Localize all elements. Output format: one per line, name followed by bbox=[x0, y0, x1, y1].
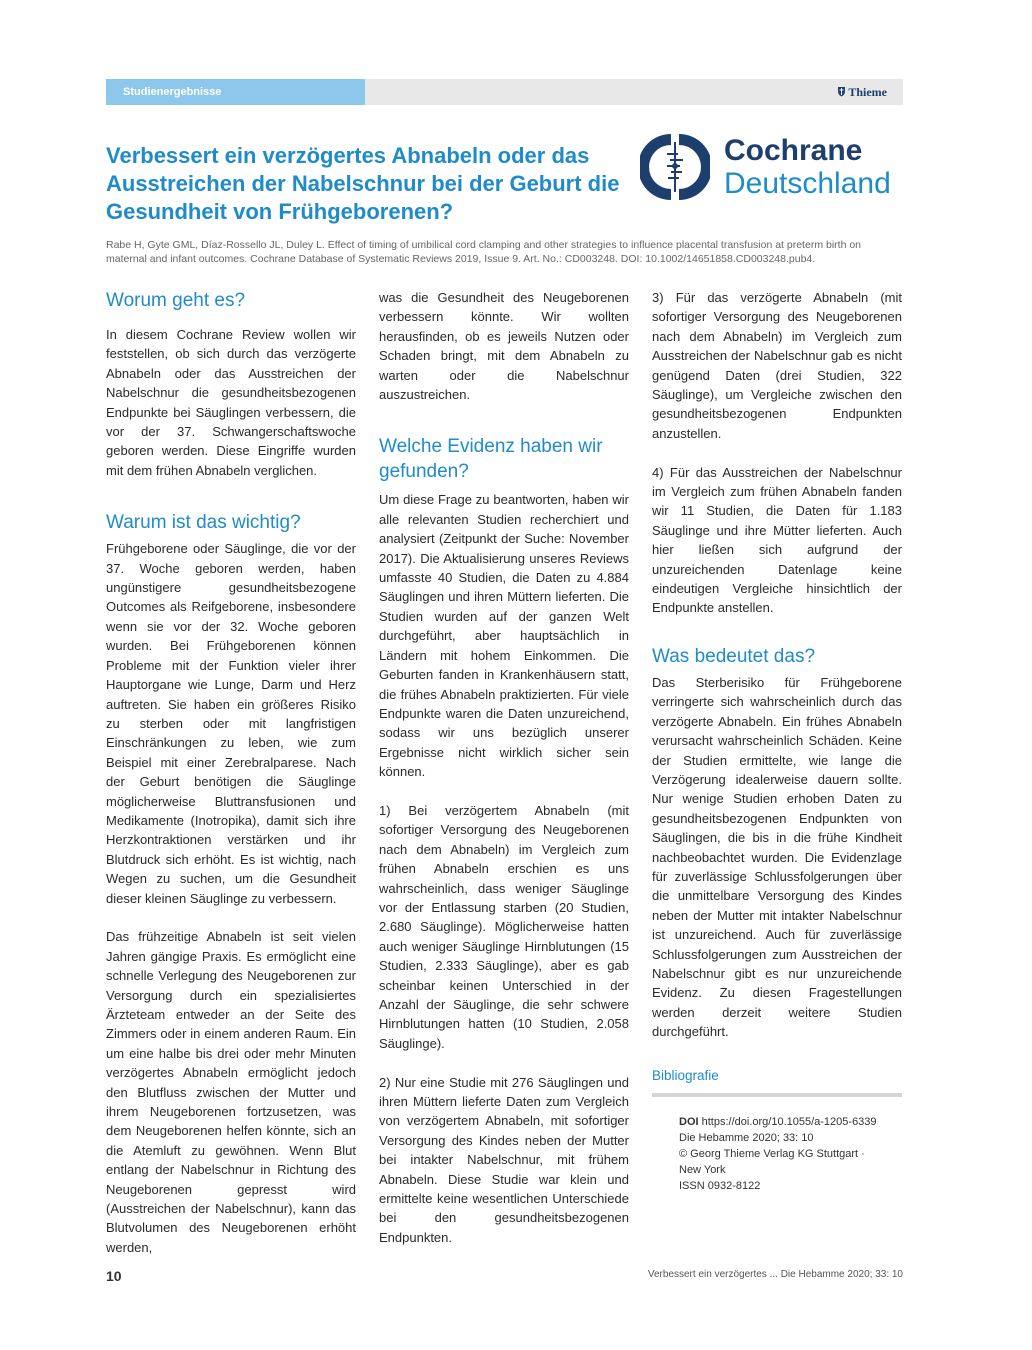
section-label: Studienergebnisse bbox=[106, 79, 365, 105]
bibliography-block bbox=[679, 1114, 902, 1194]
logo-text-deutschland: Deutschland bbox=[724, 167, 891, 200]
column-1 bbox=[106, 288, 356, 1257]
logo-text-cochrane: Cochrane bbox=[724, 134, 863, 167]
heading-warum: Warum ist das wichtig? bbox=[106, 512, 301, 534]
issn-line: ISSN 0932-8122 bbox=[679, 1180, 761, 1193]
cochrane-logo bbox=[640, 130, 900, 206]
doi-link[interactable]: https://doi.org/10.1055/a-1205-6339 bbox=[701, 1116, 877, 1129]
reference-citation: Rabe H, Gyte GML, Díaz-Rossello JL, Duley L. Effect of timing of umbilical cord clamping and other strategies to influence placental transfusion at preterm birth on maternal and infant outcomes. Cochrane Database of Systematic Reviews 2019, Issue 9. Art. No.: CD003248. DOI: 10.1002/14651858.CD003248.pub4. bbox=[106, 239, 862, 265]
heading-evidenz: Welche Evidenz haben wir gefunden? bbox=[379, 436, 603, 483]
doi-label: DOI bbox=[679, 1116, 699, 1129]
heading-bedeutung: Was bedeutet das? bbox=[652, 645, 816, 667]
paragraph-warum-2-continued: was die Gesundheit des Neugeborenen verbessern könnte. Wir wollten herausfinden, ob es jeweils Nutzen oder Schaden bringt, mit dem Abnabeln zu warten oder die Nabelschnur auszustreichen. bbox=[379, 290, 629, 403]
paragraph-warum-2: Das frühzeitige Abnabeln ist seit vielen Jahren gängige Praxis. Es ermöglicht eine schnelle Verlegung des Neugeborenen zur Versorgung durch ein spezialisiertes Ärzteteam entweder an der Seite des Zimmers oder in einem anderen Raum. Ein um eine halbe bis drei oder mehr Minuten verzögertes Abnabeln ermöglicht jedoch den Blutfluss zwischen der Mutter und ihrem Neugeborenen fortzusetzen, was dem Neugeborenen helfen könnte, sich an die Atemluft zu gewöhnen. Wenn Blut entlang der Nabelschnur in Richtung des Neugeborenen gepresst wird (Ausstreichen der Nabelschnur), kann das Blutvolumen des Neugeborenen erhöht werden, bbox=[106, 929, 356, 1255]
publisher-logo bbox=[837, 79, 887, 105]
heading-worum: Worum geht es? bbox=[106, 290, 246, 311]
paragraph-evidenz-5: 4) Für das Ausstreichen der Nabelschnur im Vergleich zum frühen Abnabeln fanden wir 11 Studien, die Daten für 1.183 Säuglinge und ihre Mütter lieferten. Auch hier ließen sich aufgrund der unzureichenden Datenlage keine eindeutigen Vergleiche hinsichtlich der Endpunkte anstellen. bbox=[652, 464, 902, 616]
paragraph-worum: In diesem Cochrane Review wollen wir feststellen, ob sich durch das verzögerte Abnabeln oder das Ausstreichen der Nabelschnur die gesundheitsbezogenen Endpunkte bei Säuglingen verbessern, die vor der 37. Schwangerschaftswoche geboren werden. Diese Eingriffe wurden mit dem frühen Abnabeln verglichen. bbox=[106, 327, 356, 478]
header-bar bbox=[106, 79, 903, 105]
doi-line bbox=[679, 1114, 902, 1130]
journal-line: Die Hebamme 2020; 33: 10 bbox=[679, 1132, 814, 1145]
running-footer: Verbessert ein verzögertes ... Die Hebamme 2020; 33: 10 bbox=[647, 1269, 903, 1280]
paragraph-evidenz-1: Um diese Frage zu beantworten, haben wir alle relevanten Studien recherchiert und analysiert (Zeitpunkt der Suche: November 2017). Die Aktualisierung unseres Reviews umfasste 40 Studien, die Daten zu 4.884 Säuglingen und ihren Müttern lieferten. Die Studien wurden auf der ganzen Welt durchgeführt, aber hauptsächlich in Ländern mit hohem Einkommen. Die Geburten fanden in Krankenhäusern statt, die frühes Abnabeln praktizierten. Für viele Endpunkte waren die Daten unzureichend, sodass wir uns bezüglich unserer Ergebnisse nicht wirklich sicher sein können. bbox=[379, 492, 629, 780]
article-title: Verbessert ein verzögertes Abnabeln oder das Ausstreichen der Nabelschnur bei der Geburt die Gesundheit von Frühgeborenen? bbox=[106, 143, 620, 224]
paragraph-bedeutung: Das Sterberisiko für Frühgeborene verringerte sich wahrscheinlich durch das verzögerte Abnabeln. Ein frühes Abnabeln verursacht wahrscheinlich Schäden. Keine der Studien ermittelte, wie lange die Verzögerung idealerweise dauern sollte. Nur wenige Studien erhoben Daten zu gesundheitsbezogenen Endpunkten von Säuglingen, die bis in die frühe Kindheit nachbeobachtet wurden. Die Evidenzlage für zuverlässige Schlussfolgerungen über die unmittelbare Versorgung des Kindes neben der Mutter mit intakter Nabelschnur ist unzureichend. Auch für zuverlässige Schlussfolgerungen zum Ausstreichen der Nabelschnur gibt es nur unzureichende Evidenz. Zu diesen Fragestellungen werden derzeit weitere Studien durchgeführt. bbox=[652, 674, 902, 1040]
publisher-name: Thieme bbox=[848, 85, 887, 99]
paragraph-evidenz-2: 1) Bei verzögertem Abnabeln (mit sofortiger Versorgung des Neugeborenen nach dem Abnabeln) im Vergleich zum frühen Abnabeln erschien es uns wahrscheinlich, dass weniger Säuglinge vor der Entlassung starben (20 Studien, 2.680 Säuglinge). Möglicherweise hatten auch weniger Säuglinge Hirnblutungen (15 Studien, 2.333 Säuglinge), aber es gab scheinbar keinen Unterschied in der Anzahl der Säuglinge, die sehr schwere Hirnblutungen hatten (10 Studien, 2.058 Säuglinge). bbox=[379, 802, 629, 1051]
paragraph-evidenz-3: 2) Nur eine Studie mit 276 Säuglingen und ihren Müttern lieferte Daten zum Vergleich von verzögertem Abnabeln, mit sofortiger Versorgung des Kindes neben der Mutter bei intakter Nabelschnur, mit frühem Abnabeln. Diese Studie war klein und ermittelte keine wesentlichen Unterschiede bei den gesundheitsbezogenen Endpunkten. bbox=[379, 1074, 629, 1245]
paragraph-evidenz-4: 3) Für das verzögerte Abnabeln (mit sofortiger Versorgung des Neugeborenen nach dem Abnabeln) im Vergleich zum Ausstreichen der Nabelschnur gab es nicht genügend Daten (drei Studien, 322 Säuglinge), um Vergleiche zwischen den gesundheitsbezogenen Endpunkten anzustellen. bbox=[652, 290, 902, 441]
bibliography-heading: Bibliografie bbox=[652, 1066, 902, 1097]
page-number: 10 bbox=[106, 1268, 122, 1284]
copyright-line: © Georg Thieme Verlag KG Stuttgart · bbox=[679, 1148, 865, 1161]
column-3 bbox=[652, 288, 902, 1194]
location-line: New York bbox=[679, 1164, 726, 1177]
column-2 bbox=[379, 288, 629, 1247]
cochrane-logo-icon bbox=[640, 132, 710, 202]
thieme-icon bbox=[837, 86, 846, 97]
paragraph-warum-1: Frühgeborene oder Säuglinge, die vor der 37. Woche geboren werden, haben ungünstigere gesundheitsbezogene Outcomes als Reifgeborene, insbesondere wenn sie vor der 32. Woche geboren wurden. Bei Frühgeborenen können Probleme mit der Funktion vieler ihrer Hauptorgane wie Lunge, Darm und Herz auftreten. Sie haben ein größeres Risiko zu sterben oder mit langfristigen Einschränkungen zu leben, wie zum Beispiel mit einer Zerebralparese. Nach der Geburt benötigen die Säuglinge möglicherweise Bluttransfusionen und Medikamente (Inotropika), damit sich ihre Herzkontraktionen verstärken und ihr Blutdruck sich erhöht. Es ist wichtig, nach Wegen zu suchen, um die Gesundheit dieser kleinen Säuglinge zu verbessern. bbox=[106, 541, 356, 906]
